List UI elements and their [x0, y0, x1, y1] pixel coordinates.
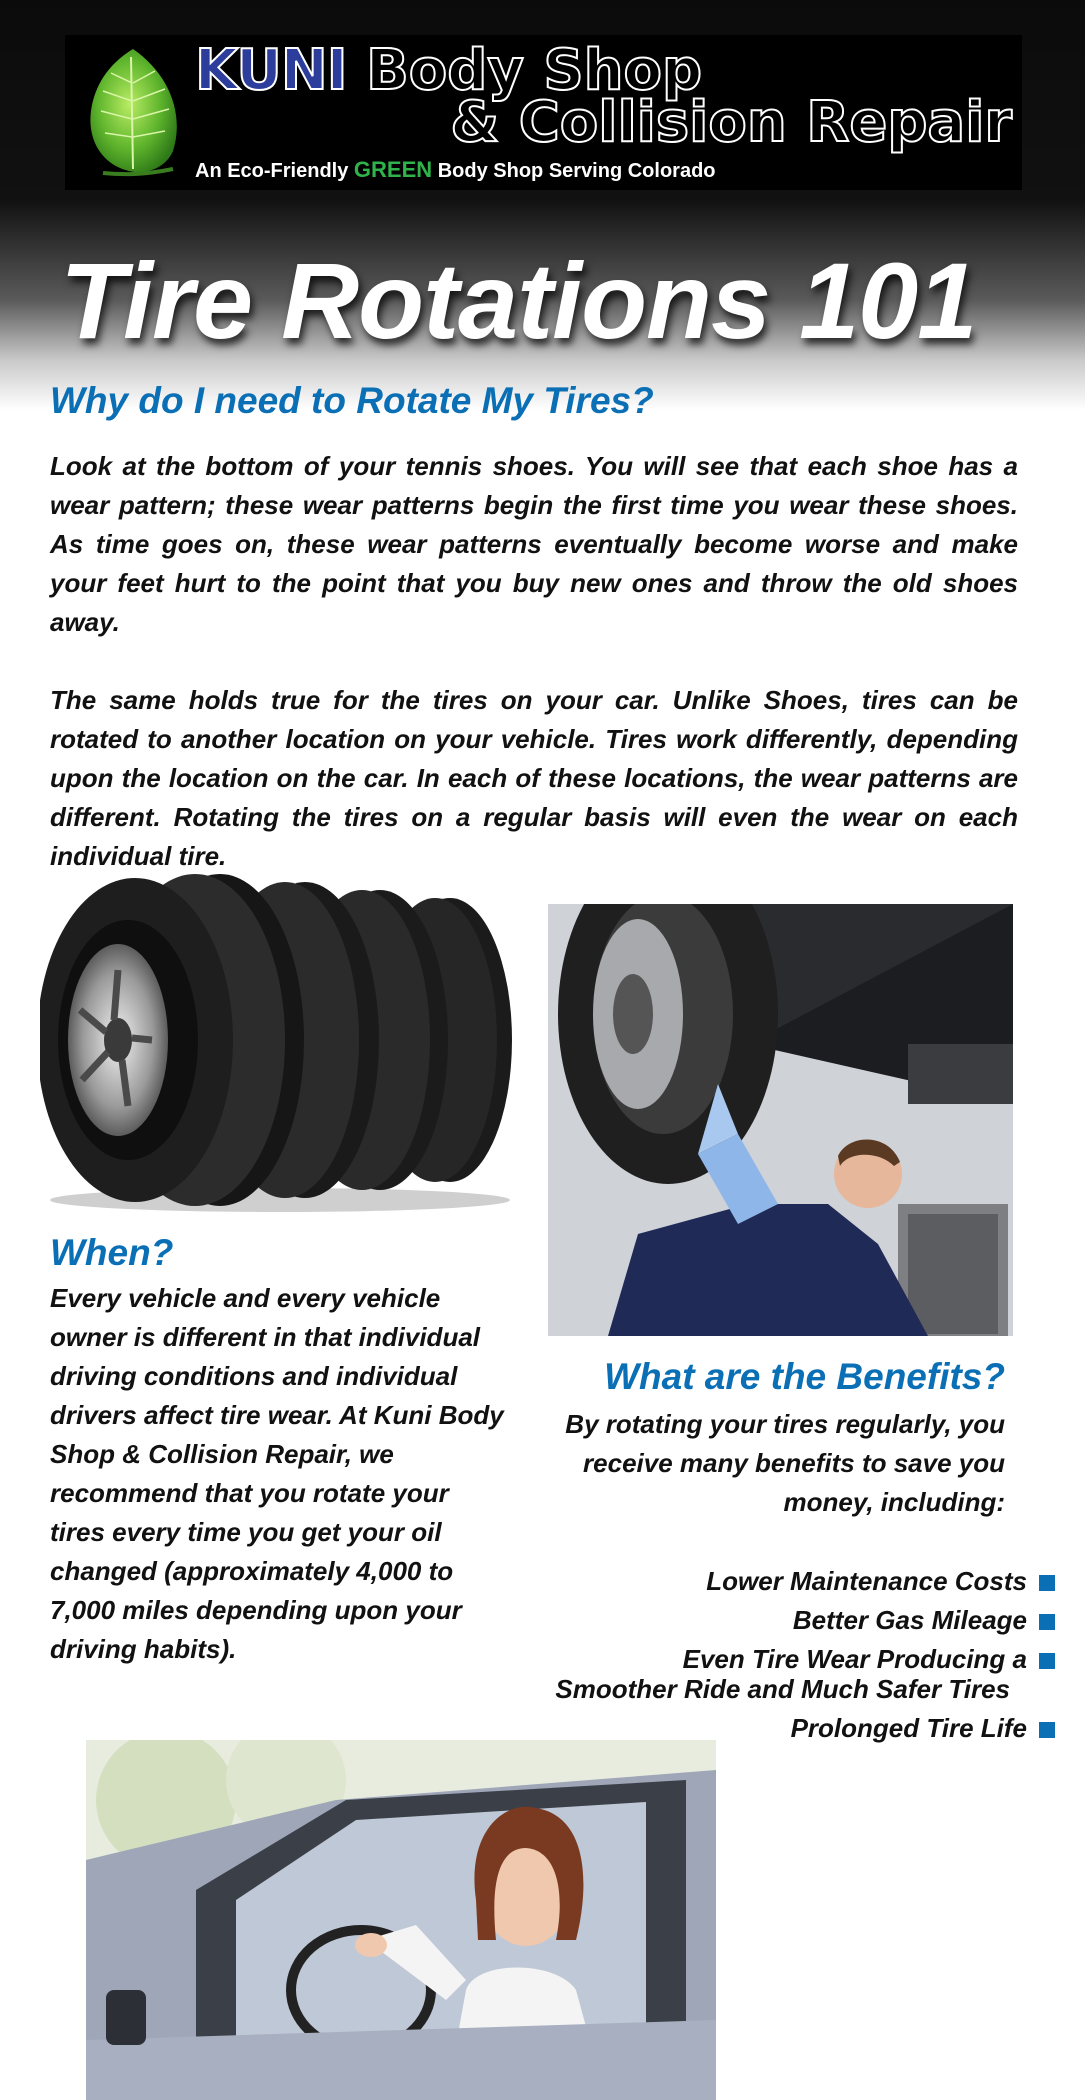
bullet-icon [1039, 1614, 1055, 1630]
when-heading: When? [50, 1232, 174, 1273]
bullet-icon [1039, 1653, 1055, 1669]
tires-image [40, 870, 520, 1215]
why-paragraph-1: Look at the bottom of your tennis shoes. You will see that each shoe has a wear pattern; these wear patterns begin the first time you wear these shoes. As time goes on, these wear patterns eventually become worse and make your feet hurt to the point that you buy new ones and throw the old shoes away. [50, 451, 1018, 637]
brand-name-line2: & Collision Repair [450, 90, 1012, 155]
bullet-icon [1039, 1575, 1055, 1591]
driver-car-image [86, 1740, 716, 2100]
when-text: Every vehicle and every vehicle owner is different in that individual driving conditions and individual drivers affect tire wear. At Kuni Body Shop & Collision Repair, we recommend that you rotate your tires every time you get your oil changed (approximately 4,000 to 7,000 miles depending upon your driving habits). [50, 1283, 504, 1664]
benefits-intro: By rotating your tires regularly, you receive many benefits to save you money, including: [565, 1409, 1005, 1517]
benefit-item-continuation: Smoother Ride and Much Safer Tires [555, 1674, 1010, 1704]
why-heading: Why do I need to Rotate My Tires? [50, 380, 654, 421]
benefit-item: Even Tire Wear Producing a [683, 1642, 1055, 1676]
benefit-item: Prolonged Tire Life [791, 1711, 1055, 1745]
benefit-item: Lower Maintenance Costs [706, 1564, 1055, 1598]
company-banner [65, 35, 1022, 190]
brand-body-shop: Body Shop [366, 38, 703, 103]
brand-kuni: KUNI [195, 38, 347, 103]
tagline: An Eco-Friendly GREEN Body Shop Serving Colorado [195, 157, 716, 182]
bullet-icon [1039, 1722, 1055, 1738]
leaf-icon [73, 43, 193, 183]
benefits-heading: What are the Benefits? [604, 1356, 1005, 1397]
mechanic-image [548, 904, 1013, 1336]
tagline-green: GREEN [353, 157, 433, 182]
benefit-item: Better Gas Mileage [793, 1603, 1055, 1637]
page-title: Tire Rotations 101 [60, 240, 977, 361]
why-paragraph-2: The same holds true for the tires on your car. Unlike Shoes, tires can be rotated to another location on your vehicle. Tires work differently, depending upon the location on the car. In each of these locations, the wear patterns are different. Rotating the tires on a regular basis will even the wear on each individual tire. [50, 685, 1018, 871]
